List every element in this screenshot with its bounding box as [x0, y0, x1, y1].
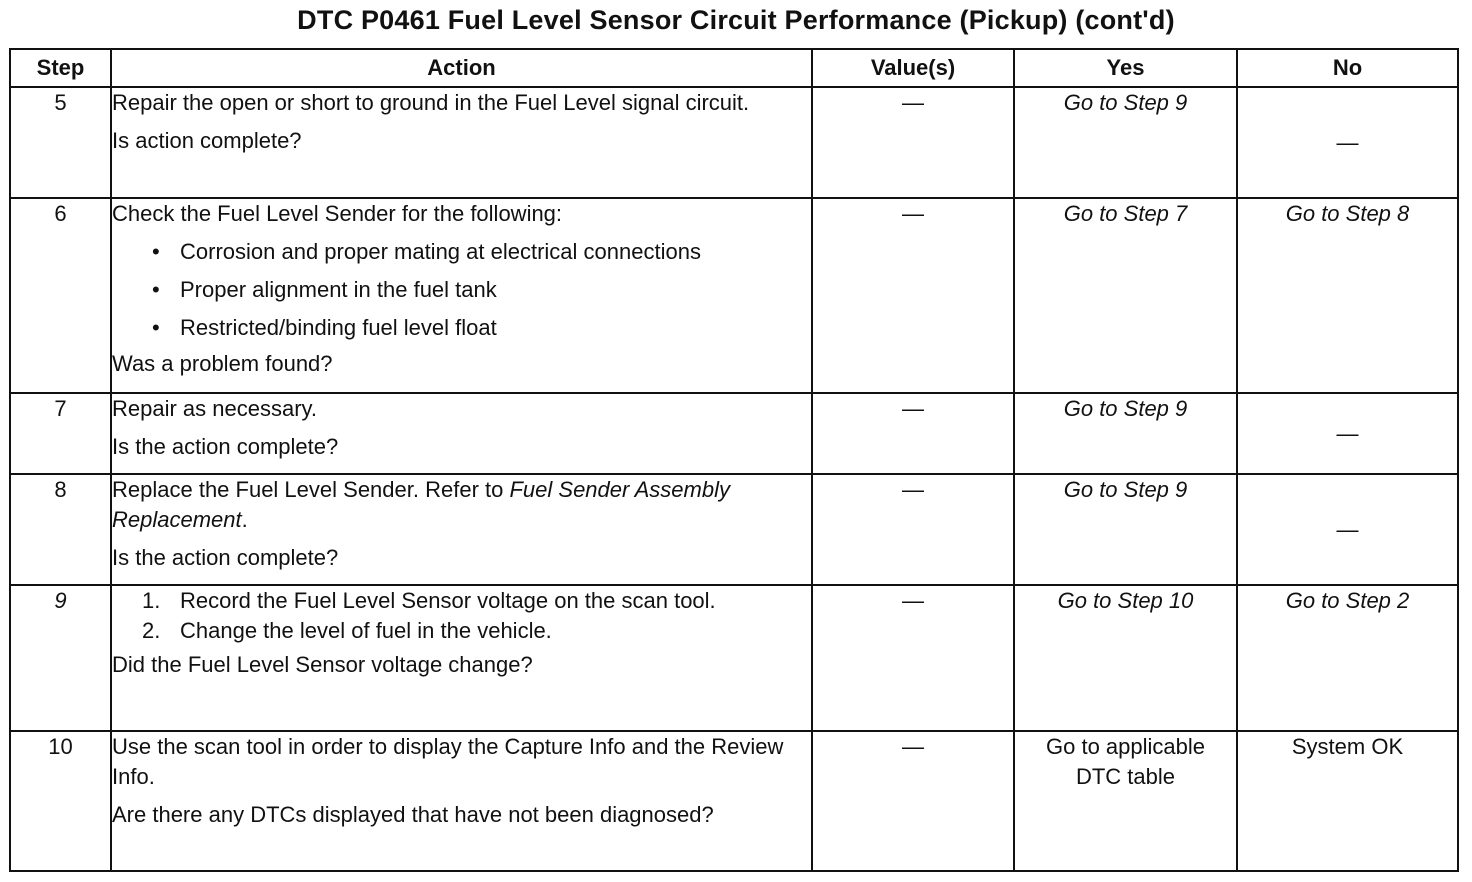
step-number: 8 [10, 474, 111, 585]
action-question: Was a problem found? [112, 351, 333, 376]
yes-result: Go to Step 9 [1063, 477, 1188, 502]
step-number: 6 [10, 198, 111, 393]
list-item: • Proper alignment in the fuel tank [112, 275, 811, 305]
action-cell [111, 731, 812, 871]
page-title: DTC P0461 Fuel Level Sensor Circuit Performance (Pickup) (cont'd) [297, 5, 1175, 35]
no-result: — [1336, 420, 1359, 446]
bullet-icon: • [152, 277, 160, 302]
no-result: Go to Step 8 [1285, 201, 1410, 226]
no-cell [1237, 198, 1458, 393]
table-row [10, 731, 1458, 871]
list-item: 2. Change the level of fuel in the vehicle. [142, 618, 552, 643]
value-cell: — [812, 198, 1014, 393]
yes-result: Go to Step 10 [1057, 588, 1194, 613]
action-text: Use the scan tool in order to display the Capture Info and the Review Info. [112, 734, 784, 789]
action-question: Are there any DTCs displayed that have not been diagnosed? [112, 802, 714, 827]
action-text: Check the Fuel Level Sender for the following: [112, 201, 563, 226]
yes-cell [1014, 198, 1237, 393]
action-cell [111, 474, 812, 585]
action-cell [111, 198, 812, 393]
action-question: Is the action complete? [112, 545, 339, 570]
header-step: Step [10, 49, 111, 87]
diagnostic-table [9, 48, 1459, 872]
step-number: 5 [10, 87, 111, 198]
table-row [10, 474, 1458, 585]
no-cell [1237, 393, 1458, 474]
action-cell [111, 585, 812, 731]
no-cell [1237, 585, 1458, 731]
list-item: 1. Record the Fuel Level Sensor voltage on the scan tool. [142, 588, 716, 613]
yes-result: Go to Step 9 [1063, 396, 1188, 421]
value-cell: — [812, 585, 1014, 731]
table-header-row [10, 49, 1458, 87]
no-result: — [1336, 516, 1359, 542]
header-values: Value(s) [812, 49, 1014, 87]
action-question: Is the action complete? [112, 434, 339, 459]
no-result: — [1336, 129, 1359, 155]
header-no: No [1237, 49, 1458, 87]
yes-result: Go to Step 7 [1063, 201, 1188, 226]
table-row [10, 585, 1458, 731]
value-cell: — [812, 731, 1014, 871]
yes-cell [1014, 393, 1237, 474]
table-row [10, 198, 1458, 393]
action-question: Did the Fuel Level Sensor voltage change? [112, 652, 533, 677]
no-cell [1237, 474, 1458, 585]
table-row [10, 87, 1458, 198]
action-question: Is action complete? [112, 128, 302, 153]
yes-cell [1014, 87, 1237, 198]
action-text: Repair the open or short to ground in the Fuel Level signal circuit. [112, 90, 750, 115]
action-text: Replace the Fuel Level Sender. Refer to Fuel Sender Assembly Replacement. [112, 477, 730, 532]
value-cell: — [812, 474, 1014, 585]
list-item: • Restricted/binding fuel level float [112, 313, 811, 343]
reference-link[interactable]: Fuel Sender Assembly Replacement [112, 477, 730, 532]
header-action: Action [111, 49, 812, 87]
value-cell: — [812, 87, 1014, 198]
step-number: 9 [10, 585, 111, 731]
list-item: • Corrosion and proper mating at electrical connections [112, 237, 811, 267]
no-cell [1237, 87, 1458, 198]
yes-result: Go to Step 9 [1063, 90, 1188, 115]
header-yes: Yes [1014, 49, 1237, 87]
yes-cell [1014, 731, 1237, 871]
no-result: Go to Step 2 [1285, 588, 1410, 613]
action-cell [111, 87, 812, 198]
table-row [10, 393, 1458, 474]
step-number: 10 [10, 731, 111, 871]
value-cell: — [812, 393, 1014, 474]
yes-cell [1014, 474, 1237, 585]
no-result: System OK [1291, 734, 1404, 759]
bullet-icon: • [152, 315, 160, 340]
step-number: 7 [10, 393, 111, 474]
no-cell [1237, 731, 1458, 871]
yes-result: Go to applicable DTC table [1046, 734, 1205, 789]
yes-cell [1014, 585, 1237, 731]
action-text: Repair as necessary. [112, 396, 318, 421]
action-cell [111, 393, 812, 474]
bullet-icon: • [152, 239, 160, 264]
